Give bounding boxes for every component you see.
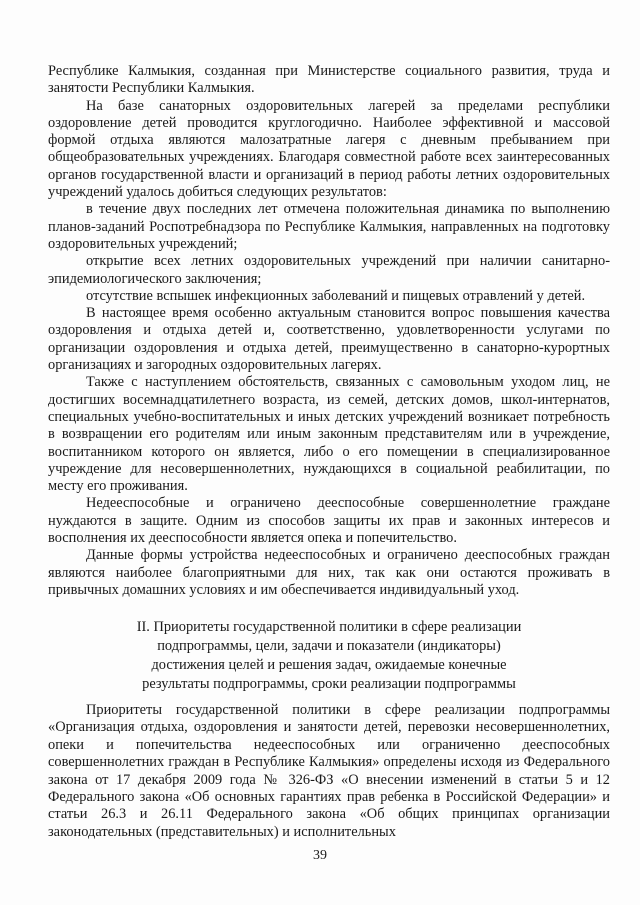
heading-line: подпрограммы, цели, задачи и показатели (индикаторы) — [157, 638, 501, 654]
heading-line: достижения целей и решения задач, ожидаемые конечные — [151, 657, 507, 673]
paragraph: открытие всех летних оздоровительных учреждений при наличии санитарно-эпидемиологического заключения; — [48, 253, 610, 287]
page-number: 39 — [313, 848, 327, 863]
paragraph: в течение двух последних лет отмечена положительная динамика по выполнению планов-заданий Роспотребнадзора по Республике Калмыкия, направленных на подготовку оздоровительных учреждений; — [48, 201, 610, 252]
heading-line: II. Приоритеты государственной политики в сфере реализации — [136, 619, 522, 635]
heading-line: результаты подпрограммы, сроки реализации подпрограммы — [142, 676, 516, 692]
paragraph: На базе санаторных оздоровительных лагерей за пределами республики оздоровление детей проводится круглогодично. Наиболее эффективной и массовой формой отдыха являются малозатратные лагеря с дневным пребыванием при общеобразовательных учреждениях. Благодаря совместной работе всех заинтересованных органов государственной власти и организаций в период работы летних оздоровительных учреждений удалось добиться следующих результатов: — [48, 97, 610, 201]
paragraph: Недееспособные и ограничено дееспособные совершеннолетние граждане нуждаются в защите. Одним из способов защиты их прав и законных интересов и восполнения их дееспособности является опека и попечительство. — [48, 495, 610, 547]
paragraph: Республике Калмыкия, созданная при Министерстве социального развития, труда и занятости Республики Калмыкия. — [48, 63, 610, 97]
section-heading — [48, 618, 610, 694]
paragraph: отсутствие вспышек инфекционных заболеваний и пищевых отравлений у детей. — [86, 287, 586, 304]
paragraph: Приоритеты государственной политики в сфере реализации подпрограммы «Организация отдыха, оздоровления и занятости детей, перевозки несовершеннолетних, опеки и попечительства недееспособных или ограниченно дееспособных совершеннолетних граждан в Республике Калмыкия» определены исходя из Федерального закона от 17 декабря 2009 года № 326-ФЗ «О внесении изменений в статьи 5 и 12 Федерального закона «Об основных гарантиях прав ребенка в Российской Федерации» и статьи 26.3 и 26.11 Федерального закона «Об общих принципах организации законодательных (представительных) и исполнительных — [48, 702, 610, 840]
paragraph: Также с наступлением обстоятельств, связанных с самовольным уходом лиц, не достигших восемнадцатилетнего возраста, из семей, детских домов, школ-интернатов, специальных учебно-воспитательных и иных детских учреждений возникает потребность в возвращении его родителям или иным законным представителям или в учреждение, воспитанником которого он является, либо о его помещении в специализированное учреждение для несовершеннолетних, нуждающихся в социальной реабилитации, по месту его проживания. — [48, 374, 610, 495]
paragraph: Данные формы устройства недееспособных и ограничено дееспособных граждан являются наиболее благоприятными для них, так как они остаются проживать в привычных домашних условиях и им обеспечивается индивидуальный уход. — [48, 547, 610, 598]
closing-text — [48, 702, 610, 841]
paragraph: В настоящее время особенно актуальным становится вопрос повышения качества оздоровления и отдыха детей и, соответственно, удовлетворенности услугами по организации оздоровления и отдыха детей, преимущественно в санаторно-курортных организациях и загородных оздоровительных лагерях. — [48, 305, 610, 374]
body-text — [48, 63, 610, 599]
